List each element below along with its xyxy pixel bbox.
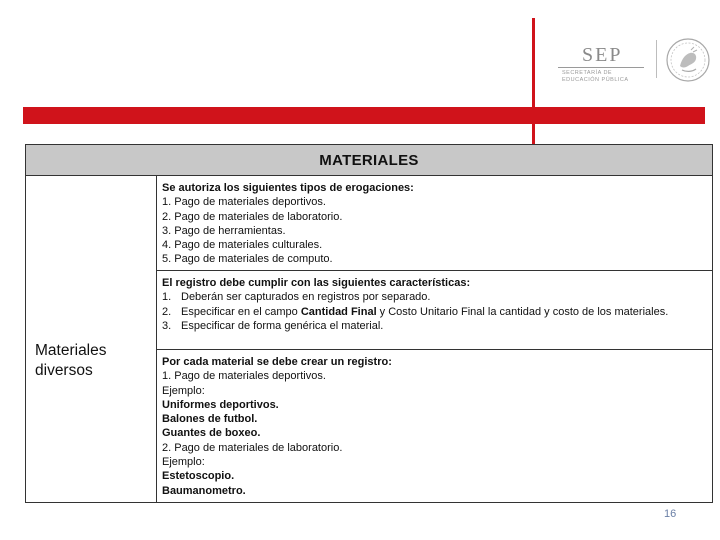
page-number: 16 (664, 508, 677, 520)
list-item: 1. Pago de materiales deportivos. (162, 370, 326, 383)
logo-divider (656, 40, 657, 78)
list-text (181, 305, 704, 319)
list-item: 3. Pago de herramientas. (162, 224, 286, 237)
list-number: 1. (162, 291, 172, 304)
list-item (162, 305, 704, 319)
list-item: 2. Pago de materiales de laboratorio. (162, 210, 343, 223)
section2-heading: El registro debe cumplir con las siguientes características: (162, 277, 471, 289)
table-title: MATERIALES (319, 152, 419, 169)
list-text: Deberán ser capturados en registros por separado. (181, 291, 431, 304)
sep-logo-text: SEP (582, 44, 623, 66)
row-label (35, 341, 107, 381)
list-item: 5. Pago de materiales de computo. (162, 253, 333, 266)
table-header (26, 145, 712, 176)
example-item: Baumanometro. (162, 484, 246, 497)
example-item: Guantes de boxeo. (162, 427, 261, 440)
list-text-part: Especificar en el campo (181, 305, 301, 318)
header-red-bar (23, 107, 705, 124)
example-item: Estetoscopio. (162, 470, 235, 483)
header-vertical-line (532, 18, 535, 147)
sep-logo-subtitle-1: SECRETARÍA DE (562, 70, 613, 76)
example-item: Balones de futbol. (162, 413, 258, 426)
list-item: 1. Pago de materiales deportivos. (162, 196, 326, 209)
sep-logo-subtitle-2: EDUCACIÓN PÚBLICA (562, 77, 629, 83)
field-name-cantidad-final: Cantidad Final (300, 305, 377, 318)
row-label-line-1: Materiales (35, 342, 107, 359)
row-label-cell (26, 176, 157, 502)
examples-cell (157, 350, 712, 502)
list-item: 2. Pago de materiales de laboratorio. (162, 441, 343, 454)
list-text-part: y Costo Unitario Final la cantidad y costo de los materiales. (376, 305, 669, 318)
list-number: 2. (162, 305, 172, 318)
section3-heading: Por cada material se debe crear un registro: (162, 356, 392, 368)
example-label: Ejemplo: (162, 456, 205, 469)
list-text: Especificar de forma genérica el material. (181, 319, 384, 332)
authorized-expenses-cell (157, 176, 712, 271)
section1-heading: Se autoriza los siguientes tipos de erogaciones: (162, 182, 414, 194)
example-label: Ejemplo: (162, 384, 205, 397)
list-item (162, 290, 704, 304)
row-label-line-2: diversos (35, 362, 93, 379)
national-seal-icon (664, 36, 712, 84)
list-item: 4. Pago de materiales culturales. (162, 239, 323, 252)
sep-logo-rule (558, 67, 644, 68)
sep-logo (556, 38, 648, 84)
materials-table (25, 144, 713, 503)
requirements-cell (157, 271, 712, 350)
list-number: 3. (162, 319, 172, 332)
example-item: Uniformes deportivos. (162, 398, 279, 411)
list-item (162, 319, 704, 333)
